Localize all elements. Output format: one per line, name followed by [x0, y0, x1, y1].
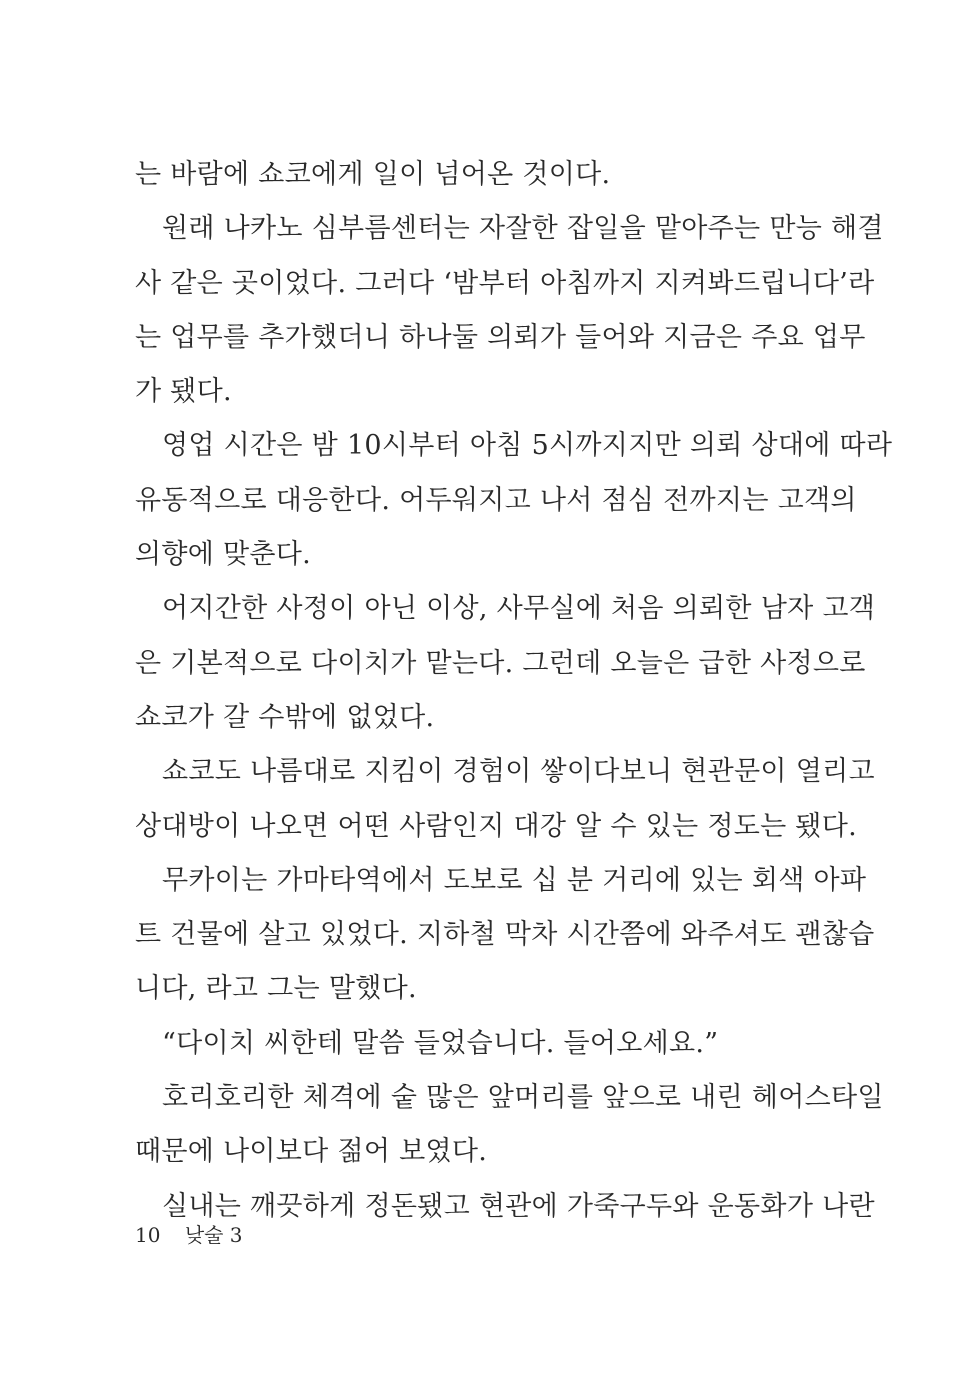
text-line: 사 같은 곳이었다. 그러다 ‘밤부터 아침까지 지켜봐드립니다’라: [135, 267, 875, 299]
text-line: 는 바람에 쇼코에게 일이 넘어온 것이다.: [135, 159, 611, 190]
text-line: 의향에 맞춘다.: [135, 539, 312, 571]
text-line: 실내는 깨끗하게 정돈됐고 현관에 가죽구두와 운동화가 나란: [162, 1190, 875, 1222]
text-line: 상대방이 나오면 어떤 사람인지 대강 알 수 있는 정도는 됐다.: [135, 810, 857, 842]
text-line: 원래 나카노 심부름센터는 자잘한 잡일을 맡아주는 만능 해결: [162, 213, 884, 245]
text-line: 는 업무를 추가했더니 하나둘 의뢰가 들어와 지금은 주요 업무: [135, 321, 866, 353]
text-line: 쇼코가 갈 수밖에 없었다.: [135, 701, 435, 733]
text-line: 유동적으로 대응한다. 어두워지고 나서 점심 전까지는 고객의: [135, 484, 857, 516]
text-line: 가 됐다.: [135, 376, 232, 408]
book-title: 낮술 3: [184, 1223, 243, 1247]
text-line: 은 기본적으로 다이치가 맡는다. 그런데 오늘은 급한 사정으로: [135, 647, 866, 679]
page-number: 10: [135, 1223, 161, 1247]
body-text: [135, 148, 893, 1234]
text-line: 니다, 라고 그는 말했다.: [135, 973, 417, 1005]
text-line: “다이치 씨한테 말씀 들었습니다. 들어오세요.”: [162, 1027, 719, 1059]
text-line: 호리호리한 체격에 숱 많은 앞머리를 앞으로 내린 헤어스타일: [162, 1082, 884, 1114]
text-line: 어지간한 사정이 아닌 이상, 사무실에 처음 의뢰한 남자 고객: [162, 593, 876, 625]
text-line: 트 건물에 살고 있었다. 지하철 막차 시간쯤에 와주셔도 괜찮습: [135, 919, 875, 951]
text-line: 때문에 나이보다 젊어 보였다.: [135, 1136, 488, 1168]
text-line: 영업 시간은 밤 10시부터 아침 5시까지지만 의뢰 상대에 따라: [162, 430, 893, 462]
text-line: 무카이는 가마타역에서 도보로 십 분 거리에 있는 회색 아파: [162, 864, 867, 896]
text-line: 쇼코도 나름대로 지킴이 경험이 쌓이다보니 현관문이 열리고: [162, 756, 875, 788]
page-footer: [135, 1220, 243, 1250]
